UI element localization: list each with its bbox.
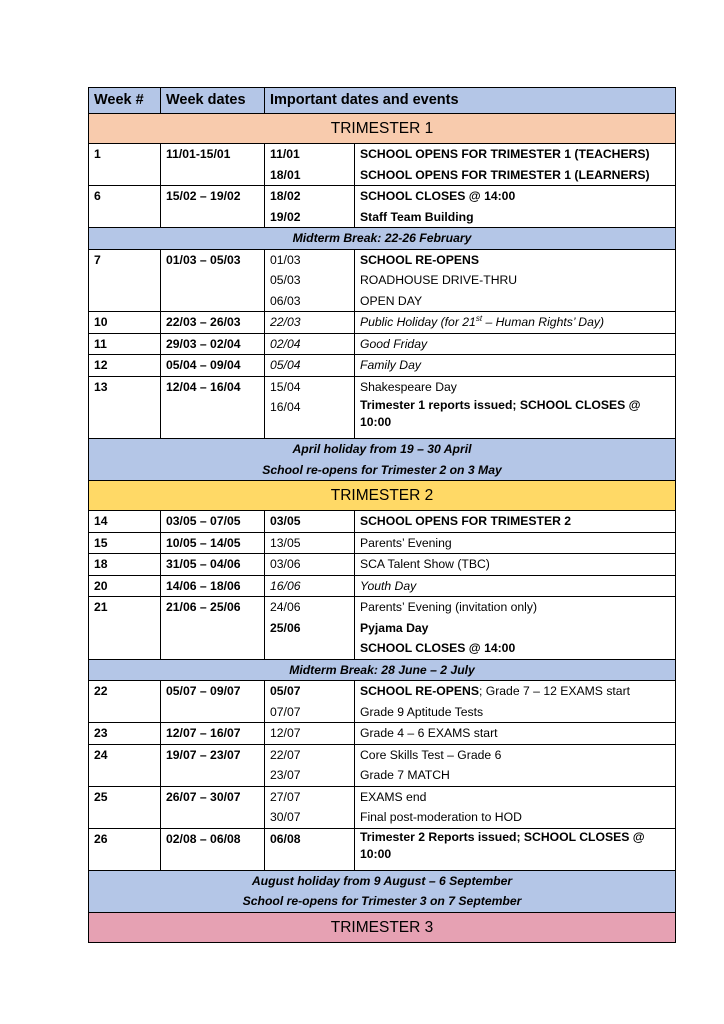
week-number: 23: [89, 723, 161, 745]
event-descriptions-cell: [355, 186, 676, 228]
event-text: Parents’ Evening: [360, 535, 452, 550]
trimester-heading: TRIMESTER 3: [89, 912, 676, 942]
trimester-heading: TRIMESTER 1: [89, 114, 676, 144]
event-dates-cell: [265, 828, 355, 870]
ordinal-suffix: st: [475, 313, 483, 323]
event-text: SCHOOL CLOSES @ 14:00: [360, 189, 516, 203]
spacer: [270, 418, 349, 439]
event-dates-cell: [265, 723, 355, 745]
event-date: 18/02: [270, 189, 301, 203]
event-text: SCHOOL CLOSES @ 14:00: [360, 641, 516, 655]
event-text: SCHOOL RE-OPENS: [360, 684, 479, 698]
event-date: 02/04: [270, 336, 301, 351]
event-descriptions-cell: [355, 575, 676, 597]
event-date: 24/06: [270, 600, 301, 614]
event-text-continued: – Human Rights’ Day): [482, 315, 605, 329]
event-text: OPEN DAY: [360, 293, 423, 308]
event-description: [360, 702, 670, 723]
event-dates-cell: [265, 597, 355, 660]
event-text-continued: ; Grade 7 – 12 EXAMS start: [478, 684, 631, 698]
event-text: Shakespeare Day: [360, 379, 457, 394]
event-descriptions-cell: [355, 511, 676, 533]
break-note: Midterm Break: 28 June – 2 July: [289, 662, 475, 677]
event-date: 13/05: [270, 535, 301, 550]
week-dates: 31/05 – 04/06: [161, 554, 265, 576]
week-number: 24: [89, 744, 161, 786]
event-dates-cell: [265, 355, 355, 377]
trimester-heading-row: [89, 912, 676, 942]
event-text: Grade 7 MATCH: [360, 768, 450, 782]
event-text: Youth Day: [360, 578, 417, 593]
week-number: 21: [89, 597, 161, 660]
event-description: [360, 829, 670, 863]
week-row: [89, 575, 676, 597]
event-descriptions-cell: [355, 376, 676, 439]
event-text: Core Skills Test – Grade 6: [360, 747, 502, 762]
event-date: 25/06: [270, 620, 301, 635]
week-row: [89, 144, 676, 186]
week-dates-header: Week dates: [161, 88, 265, 114]
event-description: [360, 618, 670, 639]
holiday-break-row: [89, 659, 676, 681]
event-text: ROADHOUSE DRIVE-THRU: [360, 273, 518, 287]
event-date: 05/04: [270, 358, 301, 372]
event-date: 12/07: [270, 726, 301, 740]
event-descriptions-cell: [355, 312, 676, 334]
event-description: [360, 186, 670, 207]
event-text: Final post-moderation to HOD: [360, 810, 522, 824]
week-number: 11: [89, 333, 161, 355]
week-number: 20: [89, 575, 161, 597]
school-calendar-table: [88, 87, 676, 943]
event-date: 11/01: [270, 147, 300, 161]
week-dates: 02/08 – 06/08: [161, 828, 265, 870]
week-dates: 12/04 – 16/04: [161, 376, 265, 439]
week-number: 15: [89, 532, 161, 554]
holiday-break-row: [89, 870, 676, 912]
event-date: 06/08: [270, 831, 301, 846]
week-number-header: Week #: [89, 88, 161, 114]
week-number: 13: [89, 376, 161, 439]
event-text: Public Holiday (for 21: [360, 315, 476, 329]
event-description: [360, 638, 670, 659]
event-descriptions-cell: [355, 744, 676, 786]
week-dates: 19/07 – 23/07: [161, 744, 265, 786]
event-text: SCHOOL OPENS FOR TRIMESTER 1 (TEACHERS): [360, 147, 650, 161]
trimester-heading-row: [89, 481, 676, 511]
week-dates: 10/05 – 14/05: [161, 532, 265, 554]
event-dates-cell: [265, 532, 355, 554]
event-date: 22/03: [270, 315, 301, 329]
week-dates: 05/07 – 09/07: [161, 681, 265, 723]
event-descriptions-cell: [355, 144, 676, 186]
break-note: School re-opens for Trimester 2 on 3 May: [262, 462, 502, 477]
week-row: [89, 554, 676, 576]
event-description: [360, 397, 670, 431]
event-dates-cell: [265, 681, 355, 723]
event-description: [360, 597, 670, 618]
event-description: [360, 787, 670, 808]
event-date: 19/02: [270, 209, 301, 224]
event-date: 03/05: [270, 514, 301, 528]
week-dates: 12/07 – 16/07: [161, 723, 265, 745]
event-description: [360, 334, 670, 355]
holiday-break-row: [89, 228, 676, 250]
event-description: [360, 165, 670, 186]
event-description: [360, 250, 670, 271]
week-row: [89, 828, 676, 870]
event-date: 15/04: [270, 379, 301, 394]
week-row: [89, 532, 676, 554]
events-header: Important dates and events: [265, 88, 676, 114]
event-date: 27/07: [270, 789, 301, 804]
event-date: 05/07: [270, 684, 301, 698]
week-dates: 26/07 – 30/07: [161, 786, 265, 828]
break-note: April holiday from 19 – 30 April: [292, 442, 472, 456]
event-text: EXAMS end: [360, 789, 427, 804]
week-row: [89, 312, 676, 334]
break-note: August holiday from 9 August – 6 September: [251, 873, 513, 888]
break-cell: [89, 439, 676, 481]
week-number: 7: [89, 249, 161, 312]
event-descriptions-cell: [355, 554, 676, 576]
event-date: 06/03: [270, 293, 301, 308]
event-descriptions-cell: [355, 333, 676, 355]
break-cell: [89, 659, 676, 681]
event-dates-cell: [265, 376, 355, 439]
break-note: Midterm Break: 22-26 February: [292, 231, 472, 245]
holiday-break-row: [89, 439, 676, 481]
week-dates: 15/02 – 19/02: [161, 186, 265, 228]
event-descriptions-cell: [355, 249, 676, 312]
event-text: Trimester 2 Reports issued; SCHOOL CLOSES @ 10:00: [360, 829, 645, 861]
event-text: SCHOOL OPENS FOR TRIMESTER 2: [360, 514, 572, 528]
week-row: [89, 511, 676, 533]
event-text: SCHOOL RE-OPENS: [360, 252, 479, 267]
trimester-heading-row: [89, 114, 676, 144]
week-number: 18: [89, 554, 161, 576]
week-dates: 01/03 – 05/03: [161, 249, 265, 312]
header-row: [89, 88, 676, 114]
event-date: 18/01: [270, 167, 301, 182]
week-number: 6: [89, 186, 161, 228]
week-number: 10: [89, 312, 161, 334]
event-text: Parents’ Evening (invitation only): [360, 600, 538, 614]
event-date: 16/06: [270, 578, 301, 593]
event-dates-cell: [265, 144, 355, 186]
week-dates: 11/01-15/01: [161, 144, 265, 186]
event-description: [360, 355, 670, 376]
week-row: [89, 333, 676, 355]
event-description: [360, 291, 670, 312]
event-dates-cell: [265, 744, 355, 786]
event-text: Family Day: [360, 358, 421, 372]
event-description: [360, 745, 670, 766]
week-number: 26: [89, 828, 161, 870]
event-date: 01/03: [270, 252, 301, 267]
event-description: [360, 723, 670, 744]
event-descriptions-cell: [355, 597, 676, 660]
event-text: Staff Team Building: [360, 209, 474, 224]
event-date: 23/07: [270, 768, 301, 782]
event-descriptions-cell: [355, 355, 676, 377]
week-row: [89, 249, 676, 312]
event-text: Pyjama Day: [360, 620, 429, 635]
break-cell: [89, 870, 676, 912]
event-description: [360, 312, 670, 333]
week-number: 1: [89, 144, 161, 186]
spacer: [270, 849, 349, 870]
event-dates-cell: [265, 511, 355, 533]
event-date: 16/04: [270, 400, 301, 414]
event-description: [360, 207, 670, 228]
event-description: [360, 765, 670, 786]
week-row: [89, 744, 676, 786]
week-row: [89, 186, 676, 228]
week-number: 22: [89, 681, 161, 723]
event-dates-cell: [265, 554, 355, 576]
week-row: [89, 376, 676, 439]
event-description: [360, 533, 670, 554]
week-dates: 21/06 – 25/06: [161, 597, 265, 660]
event-date: 05/03: [270, 273, 301, 287]
event-dates-cell: [265, 186, 355, 228]
trimester-heading: TRIMESTER 2: [89, 481, 676, 511]
event-date: 07/07: [270, 704, 301, 719]
event-description: [360, 511, 670, 532]
event-descriptions-cell: [355, 786, 676, 828]
week-number: 12: [89, 355, 161, 377]
event-description: [360, 576, 670, 597]
event-dates-cell: [265, 575, 355, 597]
week-row: [89, 355, 676, 377]
event-description: [360, 554, 670, 575]
event-text: SCA Talent Show (TBC): [360, 557, 490, 571]
week-row: [89, 786, 676, 828]
event-descriptions-cell: [355, 723, 676, 745]
event-dates-cell: [265, 249, 355, 312]
event-text: Grade 9 Aptitude Tests: [360, 704, 484, 719]
week-dates: 05/04 – 09/04: [161, 355, 265, 377]
event-dates-cell: [265, 786, 355, 828]
week-row: [89, 723, 676, 745]
event-descriptions-cell: [355, 828, 676, 870]
event-descriptions-cell: [355, 532, 676, 554]
break-cell: [89, 228, 676, 250]
event-text: Trimester 1 reports issued; SCHOOL CLOSES @ 10:00: [360, 398, 641, 429]
event-dates-cell: [265, 312, 355, 334]
week-number: 25: [89, 786, 161, 828]
event-date: 03/06: [270, 557, 301, 571]
break-note: School re-opens for Trimester 3 on 7 September: [242, 894, 522, 908]
event-date: 30/07: [270, 810, 301, 824]
event-description: [360, 377, 670, 398]
event-text: SCHOOL OPENS FOR TRIMESTER 1 (LEARNERS): [360, 167, 650, 182]
event-text: Grade 4 – 6 EXAMS start: [360, 726, 498, 740]
event-description: [360, 144, 670, 165]
week-dates: 03/05 – 07/05: [161, 511, 265, 533]
event-description: [360, 681, 670, 702]
event-description: [360, 270, 670, 291]
event-date: 22/07: [270, 747, 301, 762]
week-row: [89, 681, 676, 723]
week-dates: 14/06 – 18/06: [161, 575, 265, 597]
week-number: 14: [89, 511, 161, 533]
week-dates: 29/03 – 02/04: [161, 333, 265, 355]
event-descriptions-cell: [355, 681, 676, 723]
event-text: Good Friday: [360, 336, 428, 351]
event-date: [270, 638, 349, 659]
week-row: [89, 597, 676, 660]
week-dates: 22/03 – 26/03: [161, 312, 265, 334]
event-description: [360, 807, 670, 828]
event-dates-cell: [265, 333, 355, 355]
